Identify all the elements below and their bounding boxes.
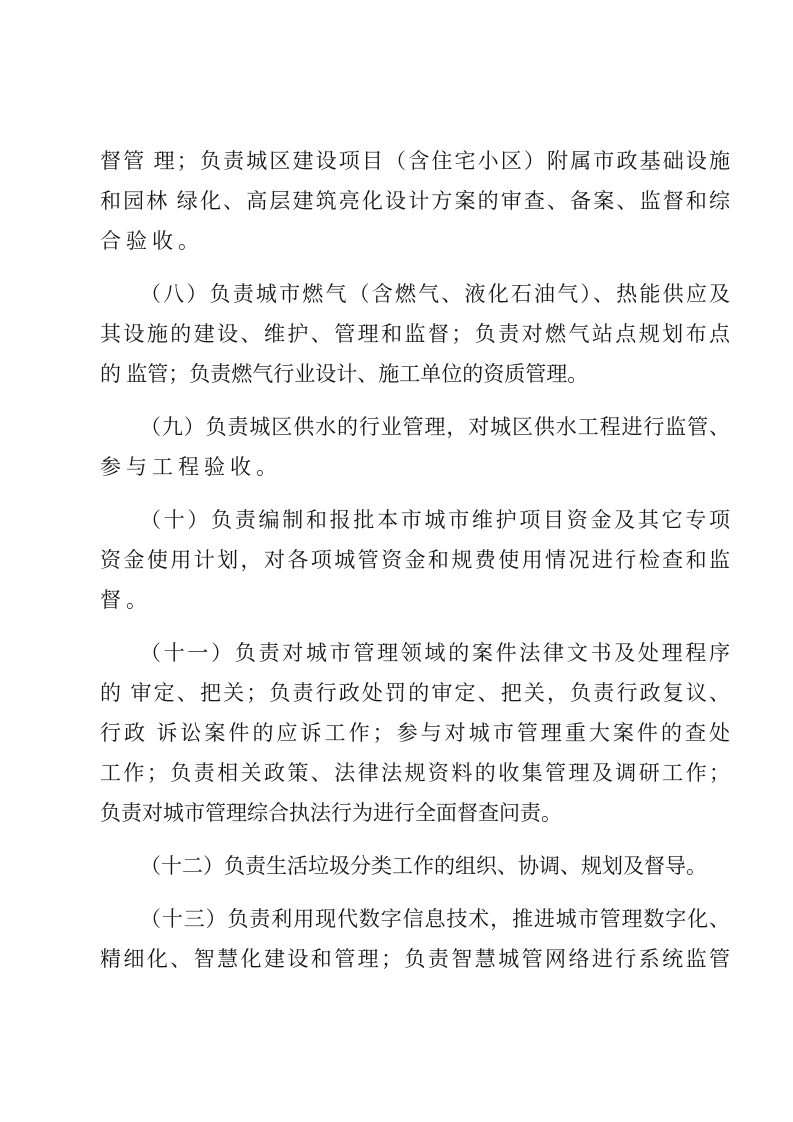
text-line: 参与工程验收。: [100, 455, 282, 479]
paragraph-item-8: [100, 274, 730, 394]
paragraph-item-12: [100, 846, 730, 886]
text-line: 督。: [100, 588, 152, 612]
text-line: （十一）负责对城市管理领域的案件法律文书及处理程序: [140, 641, 730, 665]
text-line: 行政 诉讼案件的应诉工作；参与对城市管理重大案件的查处: [100, 721, 730, 745]
text-line: 和园林 绿化、高层建筑亮化设计方案的审查、备案、监督和综: [100, 189, 730, 213]
paragraph-continued: [100, 141, 730, 261]
paragraph-item-13: [100, 899, 730, 979]
text-line: （十）负责编制和报批本市城市维护项目资金及其它专项: [140, 508, 730, 532]
text-line: 精细化、智慧化建设和管理；负责智慧城管网络进行系统监管: [100, 947, 730, 971]
text-line: 的 审定、把关；负责行政处罚的审定、把关，负责行政复议、: [100, 681, 730, 705]
text-line: 督管 理；负责城区建设项目（含住宅小区）附属市政基础设施: [100, 149, 730, 173]
text-line: 工作；负责相关政策、法律法规资料的收集管理及调研工作；: [100, 761, 730, 785]
paragraph-item-9: [100, 407, 730, 487]
text-line: 合验收。: [100, 229, 204, 253]
text-line: 其设施的建设、维护、管理和监督；负责对燃气站点规划布点: [100, 322, 730, 346]
text-line: （九）负责城区供水的行业管理，对城区供水工程进行监管、: [140, 415, 730, 439]
text-line: 资金使用计划，对各项城管资金和规费使用情况进行检查和监: [100, 548, 730, 572]
paragraph-item-10: [100, 500, 730, 620]
text-line: （十二）负责生活垃圾分类工作的组织、协调、规划及督导。: [140, 854, 707, 878]
paragraph-item-11: [100, 633, 730, 833]
text-line: 负责对城市管理综合执法行为进行全面督查问责。: [100, 801, 562, 825]
text-line: 的 监管；负责燃气行业设计、施工单位的资质管理。: [100, 362, 589, 386]
document-body: [100, 141, 730, 979]
text-line: （十三）负责利用现代数字信息技术，推进城市管理数字化、: [140, 907, 730, 931]
text-line: （八）负责城市燃气（含燃气、液化石油气）、热能供应及: [140, 282, 730, 306]
